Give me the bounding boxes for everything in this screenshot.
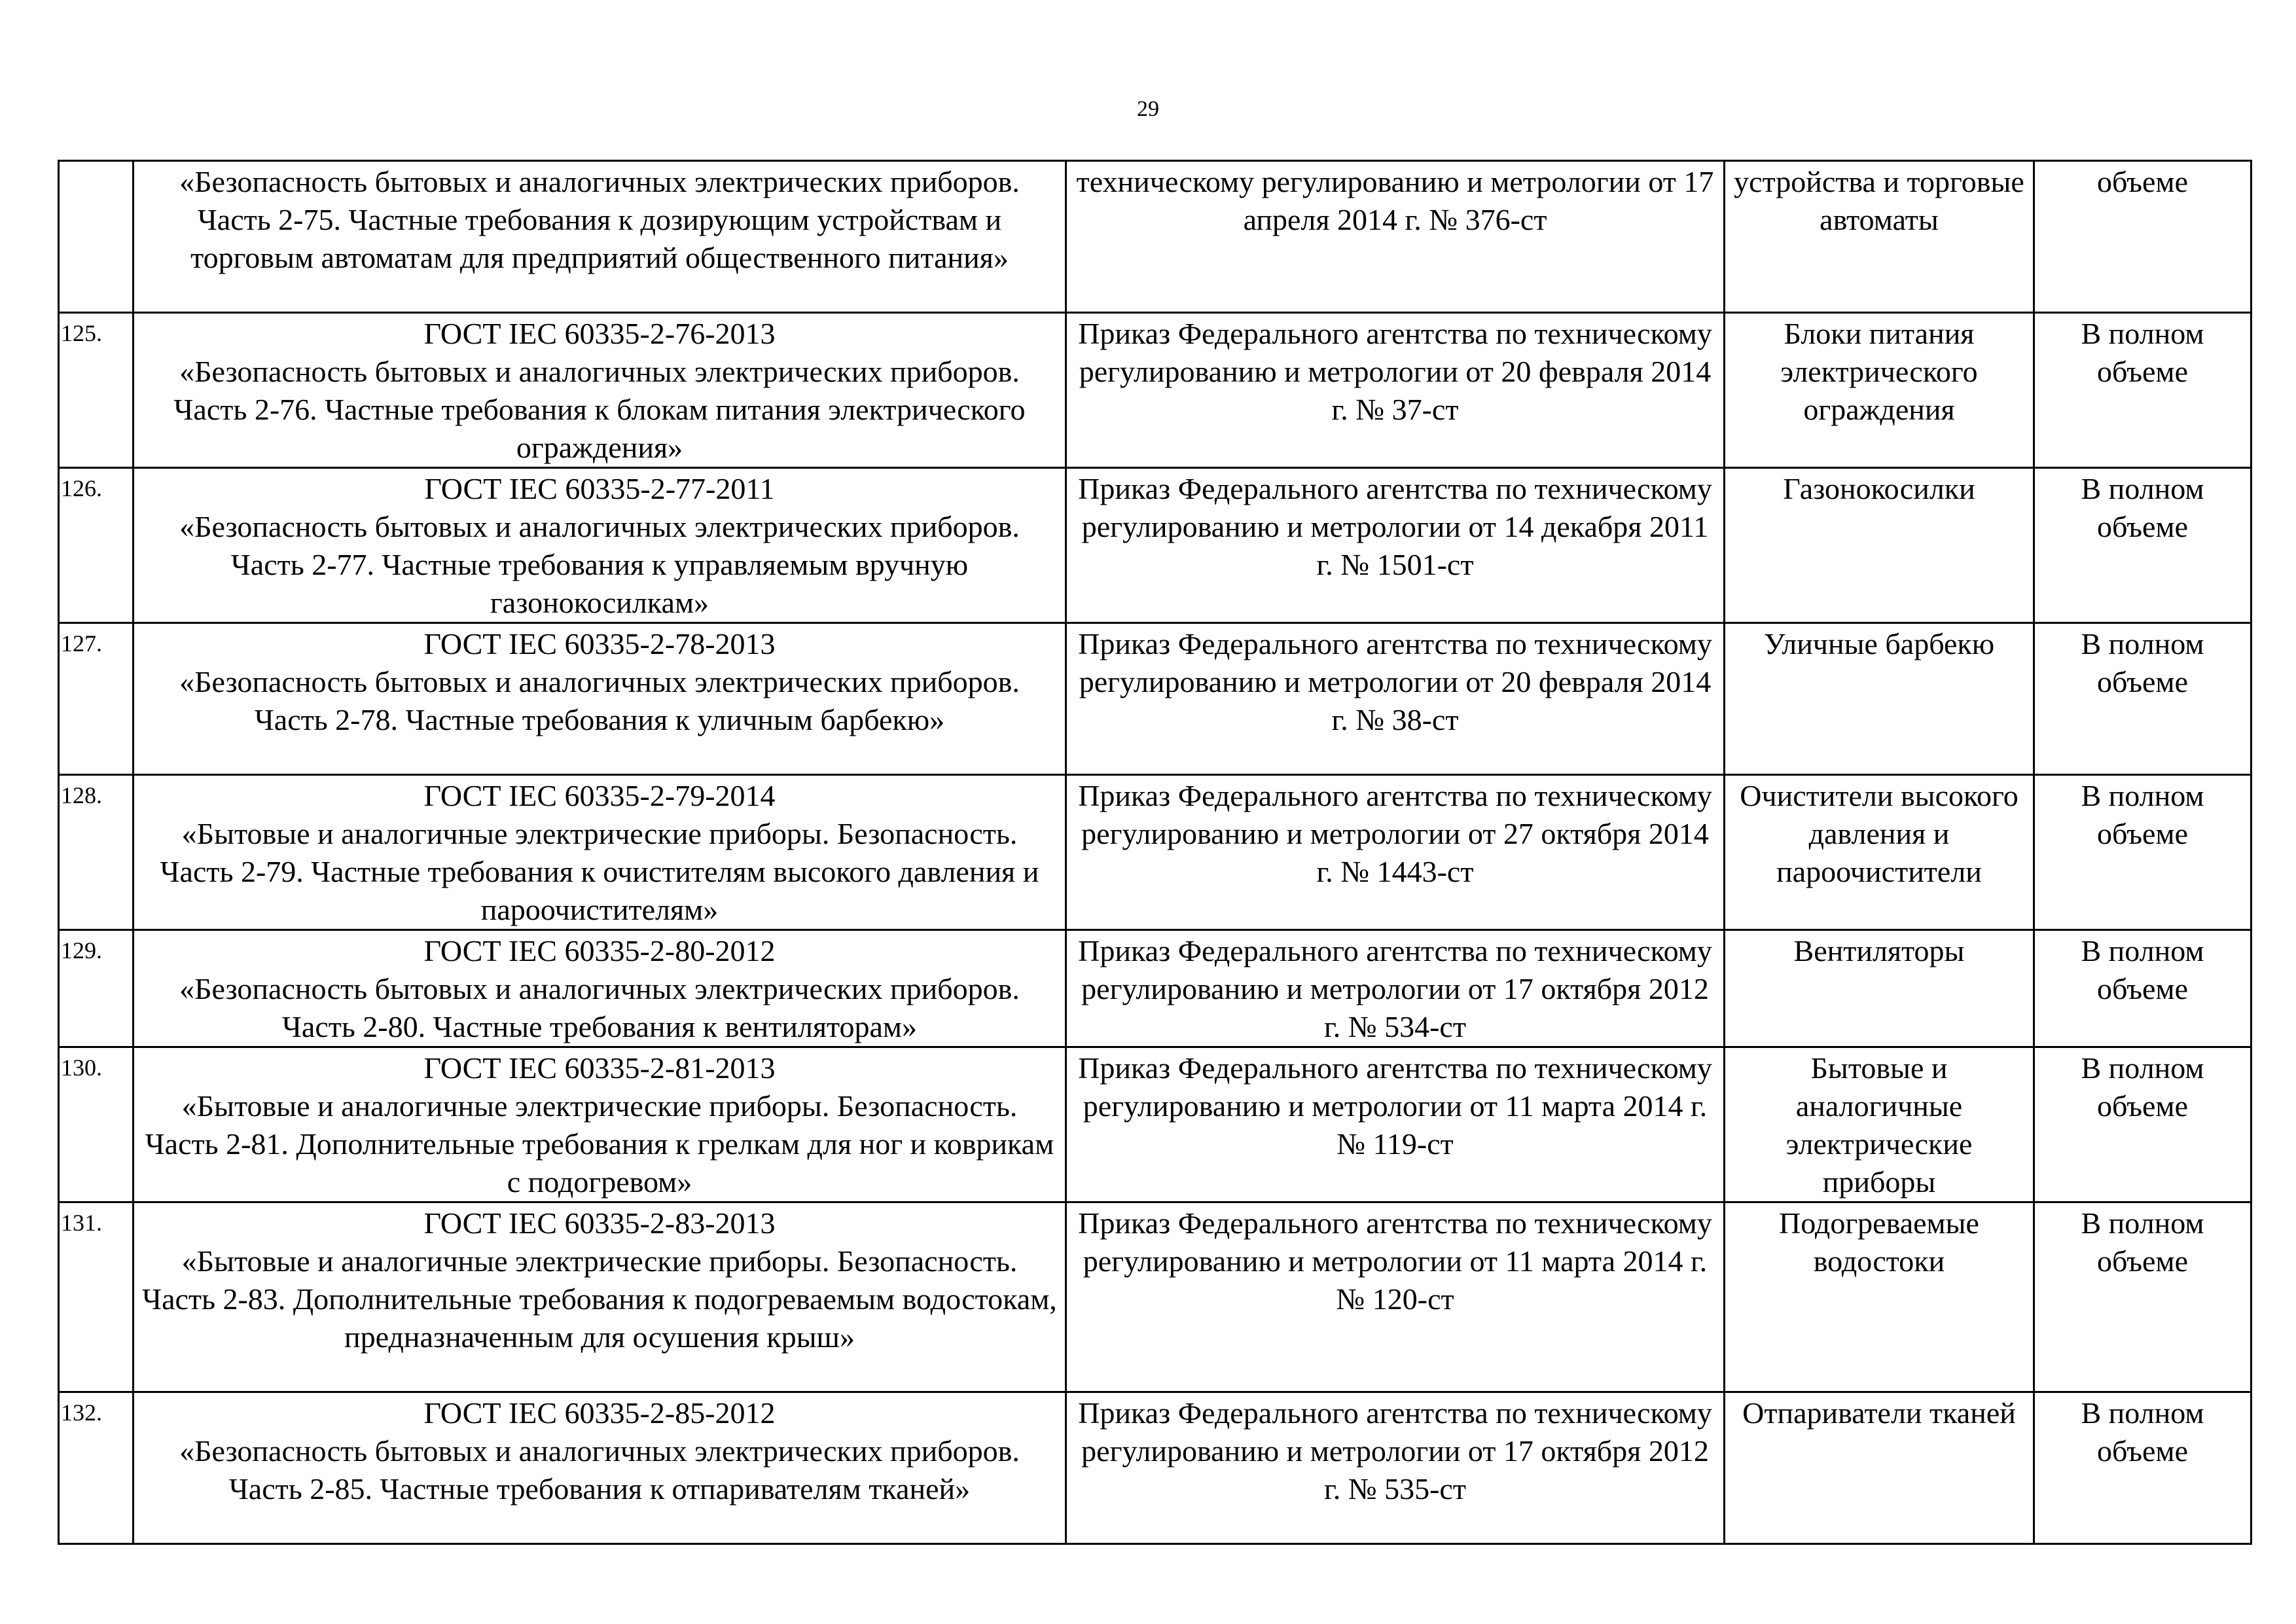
object-cell: устройства и торговые автоматы <box>1725 161 2034 313</box>
scope-cell: В полном объеме <box>2034 775 2251 930</box>
standard-cell <box>134 468 1066 623</box>
table-row <box>59 930 2251 1047</box>
scope-cell: В полном объеме <box>2034 1047 2251 1202</box>
scope-cell: В полном объеме <box>2034 623 2251 775</box>
standard-code: ГОСТ IEC 60335-2-77-2011 <box>424 472 775 505</box>
standard-cell <box>134 1392 1066 1544</box>
standard-cell <box>134 775 1066 930</box>
standard-code: ГОСТ IEC 60335-2-78-2013 <box>423 627 776 660</box>
table-row <box>59 313 2251 468</box>
scope-cell: В полном объеме <box>2034 468 2251 623</box>
standard-code: ГОСТ IEC 60335-2-81-2013 <box>423 1051 776 1085</box>
object-cell: Бытовые и аналогичные электрические приборы <box>1725 1047 2034 1202</box>
object-cell: Блоки питания электрического ограждения <box>1725 313 2034 468</box>
order-cell: Приказ Федерального агентства по техническому регулированию и метрологии от 27 октября 2014 г. № 1443-ст <box>1066 775 1725 930</box>
table-row <box>59 775 2251 930</box>
order-cell: Приказ Федерального агентства по техническому регулированию и метрологии от 11 марта 2014 г. № 119-ст <box>1066 1047 1725 1202</box>
standard-cell <box>134 313 1066 468</box>
row-number: 128. <box>59 775 134 930</box>
table-row <box>59 1392 2251 1544</box>
object-cell: Отпариватели тканей <box>1725 1392 2034 1544</box>
standard-code: ГОСТ IEC 60335-2-80-2012 <box>423 934 776 967</box>
standard-cell <box>134 161 1066 313</box>
standard-title: «Безопасность бытовых и аналогичных электрических приборов. Часть 2-75. Частные требования к дозирующим устройствам и торговым автоматам для предприятий общественного питания» <box>179 165 1020 274</box>
order-cell: техническому регулированию и метрологии от 17 апреля 2014 г. № 376-ст <box>1066 161 1725 313</box>
table-row <box>59 623 2251 775</box>
row-number: 129. <box>59 930 134 1047</box>
object-cell: Уличные барбекю <box>1725 623 2034 775</box>
order-cell: Приказ Федерального агентства по техническому регулированию и метрологии от 20 февраля 2014 г. № 38-ст <box>1066 623 1725 775</box>
standard-cell <box>134 623 1066 775</box>
object-cell: Подогреваемые водостоки <box>1725 1202 2034 1392</box>
order-cell: Приказ Федерального агентства по техническому регулированию и метрологии от 14 декабря 2011 г. № 1501-ст <box>1066 468 1725 623</box>
table-row <box>59 1202 2251 1392</box>
scope-cell: объеме <box>2034 161 2251 313</box>
standard-title: «Безопасность бытовых и аналогичных электрических приборов. Часть 2-78. Частные требования к уличным барбекю» <box>179 665 1020 736</box>
scope-cell: В полном объеме <box>2034 313 2251 468</box>
row-number: 131. <box>59 1202 134 1392</box>
standard-code: ГОСТ IEC 60335-2-83-2013 <box>423 1206 776 1240</box>
standard-cell <box>134 930 1066 1047</box>
scope-cell: В полном объеме <box>2034 930 2251 1047</box>
standard-title: «Безопасность бытовых и аналогичных электрических приборов. Часть 2-76. Частные требования к блокам питания электрического ограждения» <box>173 355 1026 464</box>
standard-title: «Безопасность бытовых и аналогичных электрических приборов. Часть 2-80. Частные требования к вентиляторам» <box>179 972 1020 1043</box>
object-cell: Очистители высокого давления и пароочистители <box>1725 775 2034 930</box>
standard-code: ГОСТ IEC 60335-2-85-2012 <box>423 1396 776 1430</box>
order-cell: Приказ Федерального агентства по техническому регулированию и метрологии от 17 октября 2012 г. № 534-ст <box>1066 930 1725 1047</box>
standard-code: ГОСТ IEC 60335-2-79-2014 <box>423 779 776 812</box>
standard-title: «Безопасность бытовых и аналогичных электрических приборов. Часть 2-77. Частные требования к управляемым вручную газонокосилкам» <box>179 510 1020 619</box>
table-row <box>59 1047 2251 1202</box>
row-number: 127. <box>59 623 134 775</box>
row-number: 125. <box>59 313 134 468</box>
table-row <box>59 468 2251 623</box>
standard-title: «Бытовые и аналогичные электрические приборы. Безопасность. Часть 2-79. Частные требования к очистителям высокого давления и пароочистителям» <box>160 817 1039 926</box>
row-number: 126. <box>59 468 134 623</box>
object-cell: Вентиляторы <box>1725 930 2034 1047</box>
standard-title: «Бытовые и аналогичные электрические приборы. Безопасность. Часть 2-83. Дополнительные требования к подогреваемым водостокам, предназначенным для осушения крыш» <box>142 1244 1057 1354</box>
table-row <box>59 161 2251 313</box>
order-cell: Приказ Федерального агентства по техническому регулированию и метрологии от 11 марта 2014 г. № 120-ст <box>1066 1202 1725 1392</box>
standards-table <box>58 160 2252 1545</box>
standard-code: ГОСТ IEC 60335-2-76-2013 <box>423 317 776 350</box>
row-number <box>59 161 134 313</box>
standard-title: «Безопасность бытовых и аналогичных электрических приборов. Часть 2-85. Частные требования к отпаривателям тканей» <box>179 1434 1020 1506</box>
order-cell: Приказ Федерального агентства по техническому регулированию и метрологии от 20 февраля 2014 г. № 37-ст <box>1066 313 1725 468</box>
row-number: 132. <box>59 1392 134 1544</box>
scope-cell: В полном объеме <box>2034 1392 2251 1544</box>
standard-cell <box>134 1047 1066 1202</box>
standard-title: «Бытовые и аналогичные электрические приборы. Безопасность. Часть 2-81. Дополнительные требования к грелкам для ног и коврикам с подогревом» <box>145 1089 1054 1199</box>
standard-cell <box>134 1202 1066 1392</box>
object-cell: Газонокосилки <box>1725 468 2034 623</box>
order-cell: Приказ Федерального агентства по техническому регулированию и метрологии от 17 октября 2012 г. № 535-ст <box>1066 1392 1725 1544</box>
scope-cell: В полном объеме <box>2034 1202 2251 1392</box>
page-number: 29 <box>1137 97 1159 121</box>
row-number: 130. <box>59 1047 134 1202</box>
